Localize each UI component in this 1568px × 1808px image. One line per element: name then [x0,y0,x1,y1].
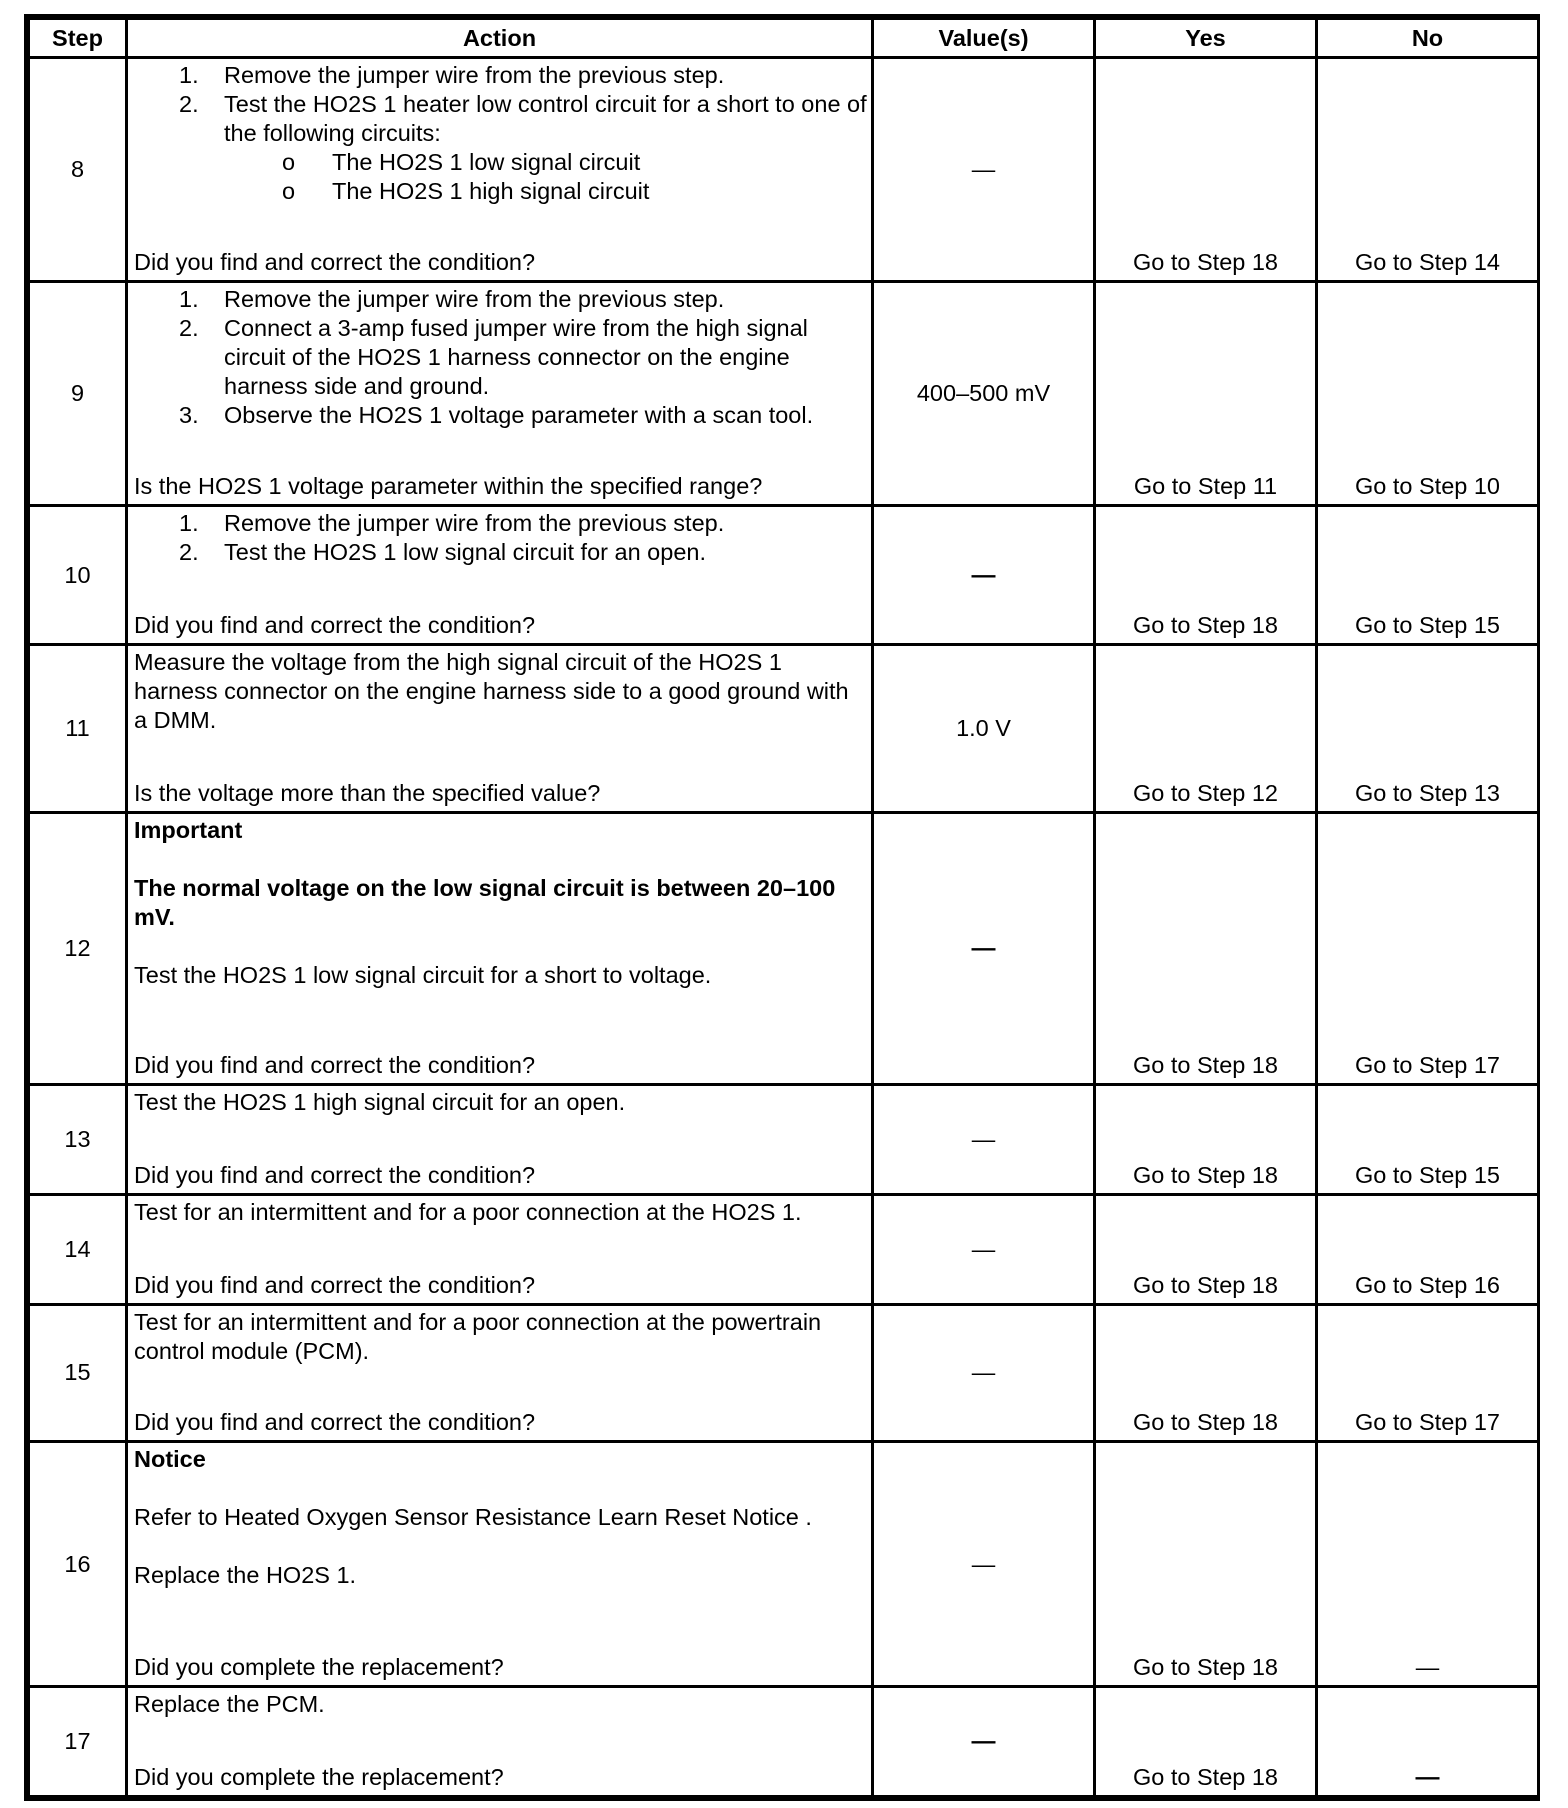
action-text: Replace the PCM. [134,1691,325,1718]
table-row [29,282,1539,506]
action-text: Test for an intermittent and for a poor connection at the powertrain control module (PCM). [134,1308,822,1364]
table-row [29,1194,1539,1304]
action-question: Did you find and correct the condition? [134,1271,536,1298]
action-question: Did you find and correct the condition? [134,1052,536,1079]
action-question: Did you find and correct the condition? [134,1161,536,1188]
yes-cell: Go to Step 11 [1095,282,1317,506]
table-row [29,58,1539,282]
action-question: Did you complete the replacement? [134,1764,504,1790]
table-row [29,506,1539,645]
value-cell: — [873,1085,1095,1195]
no-cell: Go to Step 16 [1317,1194,1539,1304]
no-cell: Go to Step 13 [1317,644,1539,812]
value-cell: — [873,812,1095,1085]
table-row [29,644,1539,812]
value-cell: — [873,1442,1095,1687]
action-cell [127,58,873,282]
yes-cell: Go to Step 18 [1095,1442,1317,1687]
important-text: The normal voltage on the low signal circuit is between 20–100 mV. [134,874,836,930]
diagnostic-table-sheet [24,14,1540,1801]
header-row [29,19,1539,58]
notice-heading: Notice [134,1446,206,1473]
list-item: 2. Test the HO2S 1 low signal circuit for an open. [179,539,706,566]
step-number: 17 [29,1687,127,1797]
action-cell [127,1304,873,1442]
yes-cell: Go to Step 18 [1095,1687,1317,1797]
list-item: 2. Connect a 3-amp fused jumper wire from the high signal circuit of the HO2S 1 harness connector on the engine harness side and ground. [179,315,808,400]
table-row [29,812,1539,1085]
yes-cell: Go to Step 18 [1095,1194,1317,1304]
yes-cell: Go to Step 18 [1095,812,1317,1085]
action-question: Is the HO2S 1 voltage parameter within the specified range? [134,473,763,500]
important-heading: Important [134,816,243,843]
action-text: Measure the voltage from the high signal circuit of the HO2S 1 harness connector on the engine harness side to a good ground with a DMM. [134,648,849,733]
action-text: Test the HO2S 1 low signal circuit for a short to voltage. [134,961,712,988]
value-cell: — [873,506,1095,645]
diagnostic-steps-table [27,17,1540,1798]
notice-text: Refer to Heated Oxygen Sensor Resistance Learn Reset Notice . [134,1504,812,1531]
value-cell: — [873,1687,1095,1797]
no-cell: Go to Step 14 [1317,58,1539,282]
no-cell: — [1317,1687,1539,1797]
header-step: Step [29,19,127,58]
action-cell [127,1687,873,1797]
sub-list-item: o The HO2S 1 high signal circuit [282,178,650,204]
action-question: Did you find and correct the condition? [134,611,536,638]
action-cell [127,282,873,506]
list-item: 1. Remove the jumper wire from the previous step. [179,62,725,88]
no-cell: — [1317,1442,1539,1687]
table-row [29,1304,1539,1442]
header-yes: Yes [1095,19,1317,58]
value-cell: 400–500 mV [873,282,1095,506]
header-no: No [1317,19,1539,58]
value-cell: — [873,58,1095,282]
step-number: 8 [29,58,127,282]
value-cell: 1.0 V [873,644,1095,812]
yes-cell: Go to Step 18 [1095,506,1317,645]
table-row [29,1442,1539,1687]
action-text: Test the HO2S 1 high signal circuit for an open. [134,1089,626,1116]
value-cell: — [873,1304,1095,1442]
header-value: Value(s) [873,19,1095,58]
list-item: 3. Observe the HO2S 1 voltage parameter with a scan tool. [179,402,814,429]
step-number: 14 [29,1194,127,1304]
no-cell: Go to Step 15 [1317,1085,1539,1195]
action-question: Did you find and correct the condition? [134,249,536,276]
action-cell [127,812,873,1085]
action-question: Did you complete the replacement? [134,1654,504,1681]
action-question: Is the voltage more than the specified value? [134,779,601,806]
action-cell [127,506,873,645]
step-number: 10 [29,506,127,645]
yes-cell: Go to Step 18 [1095,58,1317,282]
action-text: Test for an intermittent and for a poor connection at the HO2S 1. [134,1198,802,1225]
action-cell [127,1442,873,1687]
value-cell: — [873,1194,1095,1304]
action-cell [127,1194,873,1304]
action-cell [127,644,873,812]
step-number: 9 [29,282,127,506]
sub-list-item: o The HO2S 1 low signal circuit [282,149,641,175]
table-row [29,1687,1539,1797]
list-item: 1. Remove the jumper wire from the previous step. [179,510,725,537]
yes-cell: Go to Step 12 [1095,644,1317,812]
no-cell: Go to Step 17 [1317,812,1539,1085]
list-item: 1. Remove the jumper wire from the previous step. [179,286,725,313]
step-number: 11 [29,644,127,812]
list-item: 2. Test the HO2S 1 heater low control circuit for a short to one of the following circuits: [179,91,867,146]
yes-cell: Go to Step 18 [1095,1085,1317,1195]
action-text: Replace the HO2S 1. [134,1562,357,1589]
no-cell: Go to Step 17 [1317,1304,1539,1442]
step-number: 12 [29,812,127,1085]
yes-cell: Go to Step 18 [1095,1304,1317,1442]
action-question: Did you find and correct the condition? [134,1409,536,1436]
header-action: Action [127,19,873,58]
no-cell: Go to Step 15 [1317,506,1539,645]
step-number: 16 [29,1442,127,1687]
action-cell [127,1085,873,1195]
step-number: 13 [29,1085,127,1195]
step-number: 15 [29,1304,127,1442]
table-row [29,1085,1539,1195]
no-cell: Go to Step 10 [1317,282,1539,506]
